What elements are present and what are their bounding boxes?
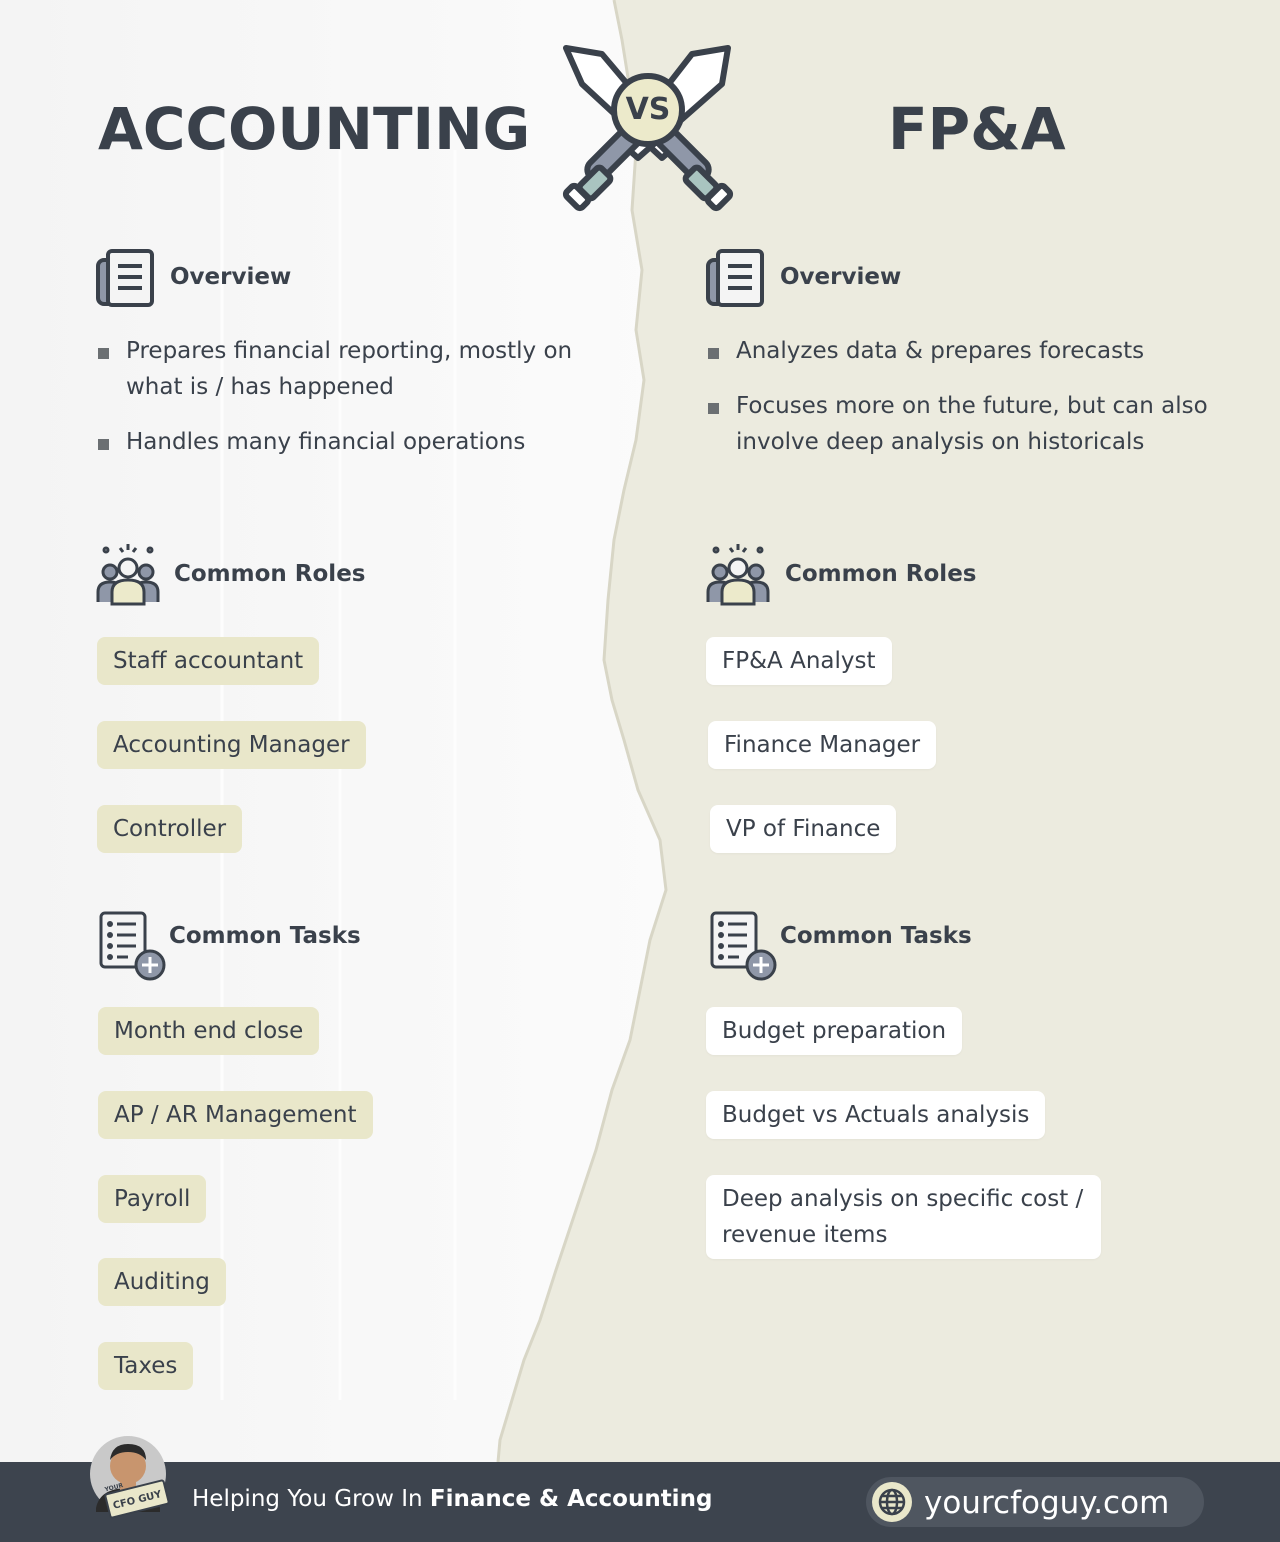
left-overview-list (98, 333, 608, 479)
right-tasks-title: Common Tasks (780, 923, 972, 949)
list-item: Handles many financial operations (98, 424, 608, 460)
role-pill: VP of Finance (710, 805, 896, 853)
task-pill: Month end close (98, 1007, 319, 1055)
tagline-bold: Finance & Accounting (429, 1486, 713, 1512)
footer (0, 1462, 1280, 1542)
team-icon (706, 542, 770, 606)
role-pill: Staff accountant (97, 637, 319, 685)
list-item: Prepares financial reporting, mostly on what is / has happened (98, 333, 608, 405)
tagline-prefix: Helping You Grow In (192, 1486, 430, 1512)
right-overview-list (708, 333, 1238, 479)
list-item: Focuses more on the future, but can also involve deep analysis on historicals (708, 388, 1238, 460)
checklist-add-icon (98, 910, 168, 982)
right-roles-title: Common Roles (785, 561, 977, 587)
team-icon (96, 542, 160, 606)
task-pill: AP / AR Management (98, 1091, 373, 1139)
left-overview-title: Overview (170, 264, 292, 290)
crossed-swords-icon (558, 40, 738, 218)
left-title: ACCOUNTING (98, 95, 531, 163)
task-pill: Budget vs Actuals analysis (706, 1091, 1045, 1139)
left-roles-title: Common Roles (174, 561, 366, 587)
list-item: Analyzes data & prepares forecasts (708, 333, 1238, 369)
task-pill: Auditing (98, 1258, 226, 1306)
right-overview-title: Overview (780, 264, 902, 290)
badge-small-text: YOUR (104, 1482, 124, 1494)
task-pill: Budget preparation (706, 1007, 962, 1055)
checklist-add-icon (709, 910, 779, 982)
role-pill: Accounting Manager (97, 721, 366, 769)
task-pill: Taxes (98, 1342, 193, 1390)
document-icon (96, 248, 156, 308)
role-pill: Finance Manager (708, 721, 936, 769)
task-pill: Payroll (98, 1175, 206, 1223)
role-pill: FP&A Analyst (706, 637, 892, 685)
task-pill: Deep analysis on specific cost / revenue items (706, 1175, 1101, 1259)
footer-tagline (192, 1486, 712, 1512)
website-link[interactable] (866, 1477, 1204, 1527)
right-title: FP&A (888, 95, 1066, 163)
vs-label: VS (625, 92, 671, 127)
globe-icon (872, 1482, 912, 1522)
document-icon (706, 248, 766, 308)
role-pill: Controller (97, 805, 242, 853)
website-text: yourcfoguy.com (924, 1485, 1170, 1521)
left-tasks-title: Common Tasks (169, 923, 361, 949)
badge-label: CFO GUY (111, 1489, 163, 1512)
